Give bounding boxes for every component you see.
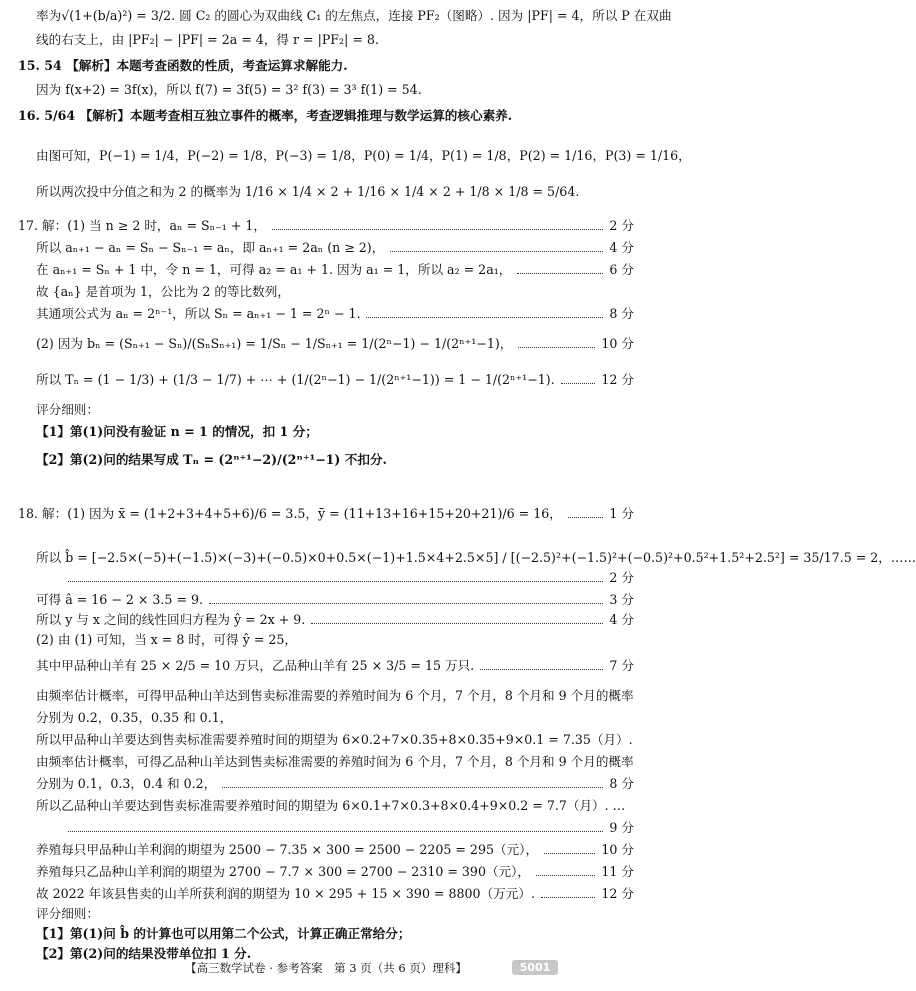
q18-line [68, 818, 634, 838]
leader-dots [366, 317, 603, 318]
q18-line: 分别为 0.2，0.35，0.35 和 0.1， [36, 710, 233, 725]
score-label: 8 分 [609, 776, 634, 791]
leader-dots [311, 623, 603, 624]
score-label: 10 分 [601, 842, 634, 857]
q18-line: 18. 解：(1) 因为 x̄ = (1+2+3+4+5+6)/6 = 3.5，ȳ = (11+13+16+15+20+21)/6 = 16， 1 分 [18, 504, 634, 524]
q17-line: 所以 Tₙ = (1 − 1/3) + (1/3 − 1/7) + ⋯ + (1/(2ⁿ−1) − 1/(2ⁿ⁺¹−1)) = 1 − 1/(2ⁿ⁺¹−1). 12 分 [36, 370, 634, 390]
score-label: 7 分 [609, 658, 634, 673]
text-line: 率为√(1+(b/a)²) = 3/2. 圆 C₂ 的圆心为双曲线 C₁ 的左焦点，连接 PF₂（图略）. 因为 |PF| = 4，所以 P 在双曲 [36, 8, 672, 23]
q16-heading: 16. 5/64 【解析】本题考查相互独立事件的概率，考查逻辑推理与数学运算的核心素养. [18, 108, 513, 123]
score-label: 9 分 [609, 820, 634, 835]
exam-code-stamp: 5001 [512, 960, 558, 975]
q18-line: (2) 由 (1) 可知，当 x = 8 时，可得 ŷ = 25， [36, 632, 298, 647]
leader-dots [480, 669, 603, 670]
leader-dots [222, 787, 603, 788]
q18-line [68, 568, 634, 588]
leader-dots [68, 831, 603, 832]
grading-note: 【1】第(1)问没有验证 n = 1 的情况，扣 1 分； [36, 424, 318, 439]
q18-line: 养殖每只乙品种山羊利润的期望为 2700 − 7.7 × 300 = 2700 − 2310 = 390（元）， 11 分 [36, 862, 634, 882]
grading-note: 【1】第(1)问 b̂ 的计算也可以用第二个公式，计算正确正常给分； [36, 926, 411, 941]
q18-line: 所以甲品种山羊要达到售卖标准需要养殖时间的期望为 6×0.2+7×0.35+8×0.35+9×0.1 = 7.35（月）. [36, 732, 633, 747]
leader-dots [209, 603, 603, 604]
score-label: 12 分 [601, 372, 634, 387]
leader-dots [568, 517, 604, 518]
text-line: 由图可知，P(−1) = 1/4，P(−2) = 1/8，P(−3) = 1/8，P(0) = 1/4，P(1) = 1/8，P(2) = 1/16，P(3) = 1/16， [36, 148, 691, 163]
score-label: 8 分 [609, 306, 634, 321]
leader-dots [544, 853, 595, 854]
score-label: 3 分 [609, 592, 634, 607]
score-label: 10 分 [601, 336, 634, 351]
score-label: 6 分 [609, 262, 634, 277]
leader-dots [561, 383, 596, 384]
q18-line: 所以 y 与 x 之间的线性回归方程为 ŷ = 2x + 9. 4 分 [36, 610, 634, 630]
score-label: 2 分 [609, 218, 634, 233]
score-label: 1 分 [609, 506, 634, 521]
score-label: 12 分 [601, 886, 634, 901]
q18-line: 由频率估计概率，可得甲品种山羊达到售卖标准需要的养殖时间为 6 个月，7 个月，8 个月和 9 个月的概率 [36, 688, 634, 703]
grading-note: 【2】第(2)问的结果写成 Tₙ = (2ⁿ⁺¹−2)/(2ⁿ⁺¹−1) 不扣分. [36, 452, 387, 467]
grading-heading: 评分细则： [36, 906, 99, 921]
page-footer: 【高三数学试卷 · 参考答案 第 3 页（共 6 页）理科】 [185, 961, 467, 975]
leader-dots [541, 897, 595, 898]
q17-line: (2) 因为 bₙ = (Sₙ₊₁ − Sₙ)/(SₙSₙ₊₁) = 1/Sₙ − 1/Sₙ₊₁ = 1/(2ⁿ−1) − 1/(2ⁿ⁺¹−1)， 10 分 [36, 334, 634, 354]
leader-dots [536, 875, 595, 876]
text-line: 因为 f(x+2) = 3f(x)，所以 f(7) = 3f(5) = 3² f(3) = 3³ f(1) = 54. [36, 82, 422, 97]
q17-line: 故 {aₙ} 是首项为 1，公比为 2 的等比数列， [36, 284, 290, 299]
score-label: 2 分 [609, 570, 634, 585]
score-label: 4 分 [609, 240, 634, 255]
q18-line: 所以 b̂ = [−2.5×(−5)+(−1.5)×(−3)+(−0.5)×0+0.5×(−1)+1.5×4+2.5×5] / [(−2.5)²+(−1.5)²+(−0.5)²+0.5²+1.5²+2.5²] = 35/17.5 = 2，…… [36, 550, 916, 565]
leader-dots [272, 229, 603, 230]
grading-note: 【2】第(2)问的结果没带单位扣 1 分. [36, 946, 252, 961]
leader-dots [68, 581, 603, 582]
score-label: 4 分 [609, 612, 634, 627]
q15-heading: 15. 54 【解析】本题考查函数的性质，考查运算求解能力. [18, 58, 348, 73]
q18-line: 分别为 0.1，0.3，0.4 和 0.2， 8 分 [36, 774, 634, 794]
q18-line: 可得 â = 16 − 2 × 3.5 = 9. 3 分 [36, 590, 634, 610]
q18-line: 所以乙品种山羊要达到售卖标准需要养殖时间的期望为 6×0.1+7×0.3+8×0.4+9×0.2 = 7.7（月）. … [36, 798, 626, 813]
q18-line: 故 2022 年该县售卖的山羊所获利润的期望为 10 × 295 + 15 × 390 = 8800（万元）. 12 分 [36, 884, 634, 904]
leader-dots [390, 251, 603, 252]
q17-line: 在 aₙ₊₁ = Sₙ + 1 中，令 n = 1，可得 a₂ = a₁ + 1. 因为 a₁ = 1，所以 a₂ = 2a₁， 6 分 [36, 260, 634, 280]
score-label: 11 分 [601, 864, 634, 879]
q18-line: 其中甲品种山羊有 25 × 2/5 = 10 万只，乙品种山羊有 25 × 3/5 = 15 万只. 7 分 [36, 656, 634, 676]
q18-line: 由频率估计概率，可得乙品种山羊达到售卖标准需要的养殖时间为 6 个月，7 个月，8 个月和 9 个月的概率 [36, 754, 634, 769]
text-line: 线的右支上，由 |PF₂| − |PF| = 2a = 4，得 r = |PF₂| = 8. [36, 32, 379, 47]
leader-dots [518, 347, 595, 348]
q17-line: 所以 aₙ₊₁ − aₙ = Sₙ − Sₙ₋₁ = aₙ，即 aₙ₊₁ = 2aₙ (n ≥ 2)， 4 分 [36, 238, 634, 258]
q17-line: 其通项公式为 aₙ = 2ⁿ⁻¹，所以 Sₙ = aₙ₊₁ − 1 = 2ⁿ − 1. 8 分 [36, 304, 634, 324]
leader-dots [517, 273, 603, 274]
text-line: 所以两次投中分值之和为 2 的概率为 1/16 × 1/4 × 2 + 1/16 × 1/4 × 2 + 1/8 × 1/8 = 5/64. [36, 184, 580, 199]
grading-heading: 评分细则： [36, 402, 99, 417]
q17-line: 17. 解：(1) 当 n ≥ 2 时，aₙ = Sₙ₋₁ + 1， 2 分 [18, 216, 634, 236]
q18-line: 养殖每只甲品种山羊利润的期望为 2500 − 7.35 × 300 = 2500 − 2205 = 295（元）， 10 分 [36, 840, 634, 860]
